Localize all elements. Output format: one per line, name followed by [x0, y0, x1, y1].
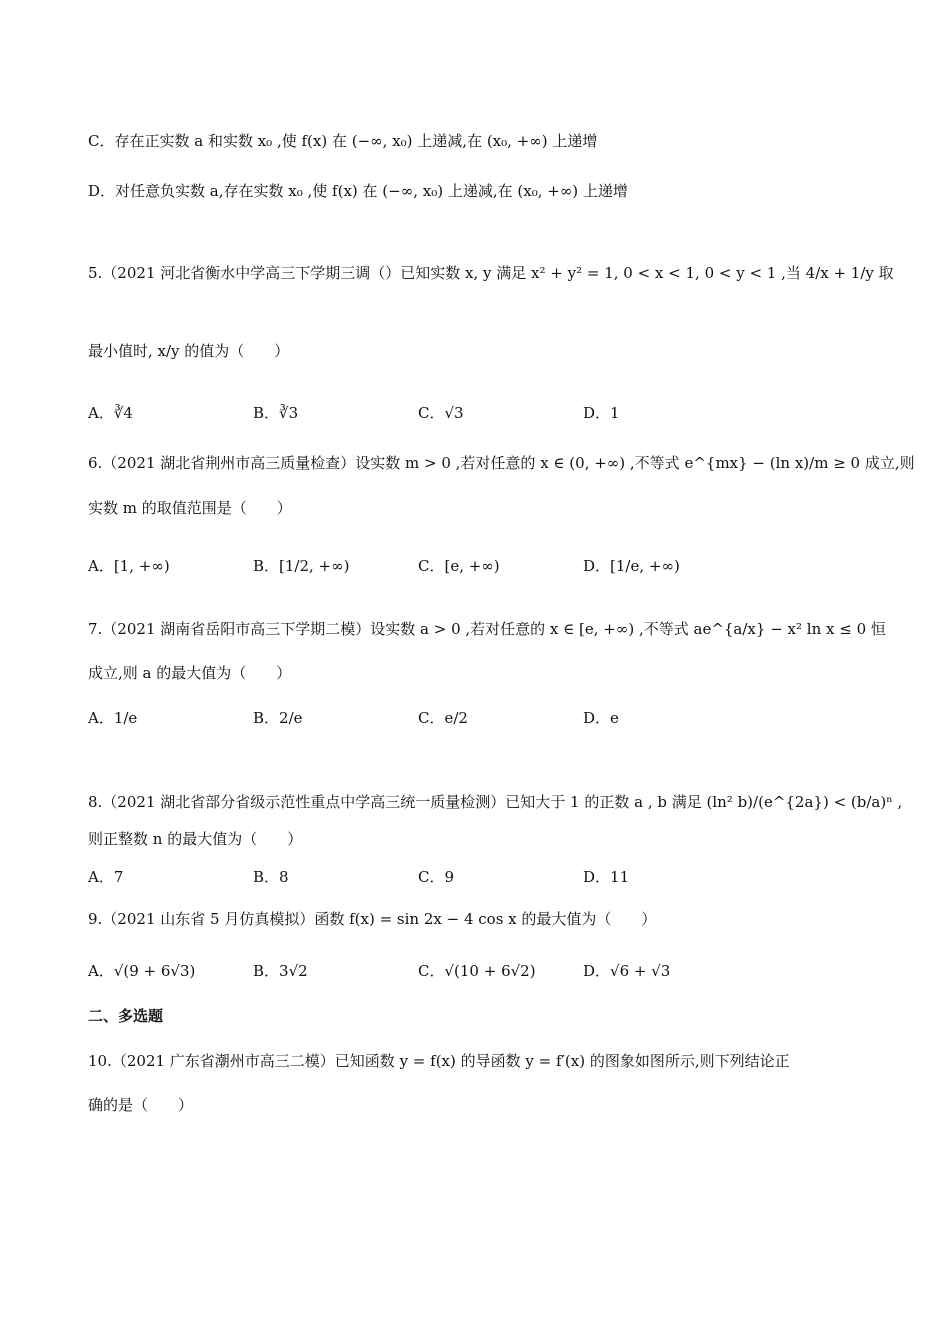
q9-option-b: B．3√2: [253, 962, 308, 980]
q5-stem-line2: 最小值时, x/y 的值为（ ）: [88, 342, 290, 360]
q8-stem-line1: 8.（2021 湖北省部分省级示范性重点中学高三统一质量检测）已知大于 1 的正数 a , b 满足 (ln² b)/(e^{2a}) < (b/a)ⁿ ,: [88, 793, 903, 811]
q7-option-d: D．e: [583, 709, 619, 727]
q5-stem-line1: 5.（2021 河北省衡水中学高三下学期三调（）已知实数 x, y 满足 x² + y² = 1, 0 < x < 1, 0 < y < 1 ,当 4/x + 1/y 取: [88, 264, 894, 282]
section-heading-multiple-choice: 二、多选题: [88, 1007, 164, 1025]
q9-option-c: C．√(10 + 6√2): [418, 962, 536, 980]
q6-option-b: B．[1/2, +∞): [253, 557, 350, 575]
q9-stem: 9.（2021 山东省 5 月仿真模拟）函数 f(x) = sin 2x − 4 cos x 的最大值为（ ）: [88, 910, 657, 928]
q10-stem-line2: 确的是（ ）: [88, 1096, 194, 1114]
q5-option-d: D．1: [583, 404, 620, 422]
q9-option-a: A．√(9 + 6√3): [88, 962, 196, 980]
q8-option-c: C．9: [418, 868, 455, 886]
q8-stem-line2: 则正整数 n 的最大值为（ ）: [88, 830, 303, 848]
q8-option-b: B．8: [253, 868, 289, 886]
q8-option-d: D．11: [583, 868, 630, 886]
q10-stem-line1: 10.（2021 广东省潮州市高三二模）已知函数 y = f(x) 的导函数 y = f′(x) 的图象如图所示,则下列结论正: [88, 1052, 790, 1070]
q7-option-c: C．e/2: [418, 709, 468, 727]
q4-option-d: D．对任意负实数 a,存在实数 x₀ ,使 f(x) 在 (−∞, x₀) 上递减,在 (x₀, +∞) 上递增: [88, 182, 628, 200]
q5-option-a: A．∛4: [88, 404, 133, 422]
q7-option-b: B．2/e: [253, 709, 303, 727]
q7-stem-line1: 7.（2021 湖南省岳阳市高三下学期二模）设实数 a > 0 ,若对任意的 x ∈ [e, +∞) ,不等式 ae^{a/x} − x² ln x ≤ 0 恒: [88, 620, 886, 638]
q7-stem-line2: 成立,则 a 的最大值为（ ）: [88, 664, 292, 682]
q5-option-c: C．√3: [418, 404, 464, 422]
q4-option-c: C．存在正实数 a 和实数 x₀ ,使 f(x) 在 (−∞, x₀) 上递减,在 (x₀, +∞) 上递增: [88, 132, 598, 150]
q6-stem-line2: 实数 m 的取值范围是（ ）: [88, 499, 292, 517]
q7-option-a: A．1/e: [88, 709, 138, 727]
q6-option-c: C．[e, +∞): [418, 557, 500, 575]
q6-stem-line1: 6.（2021 湖北省荆州市高三质量检查）设实数 m > 0 ,若对任意的 x ∈ (0, +∞) ,不等式 e^{mx} − (ln x)/m ≥ 0 成立,则: [88, 454, 915, 472]
q6-option-a: A．[1, +∞): [88, 557, 170, 575]
q6-option-d: D．[1/e, +∞): [583, 557, 680, 575]
q5-option-b: B．∛3: [253, 404, 299, 422]
q8-option-a: A．7: [88, 868, 124, 886]
q9-option-d: D．√6 + √3: [583, 962, 671, 980]
